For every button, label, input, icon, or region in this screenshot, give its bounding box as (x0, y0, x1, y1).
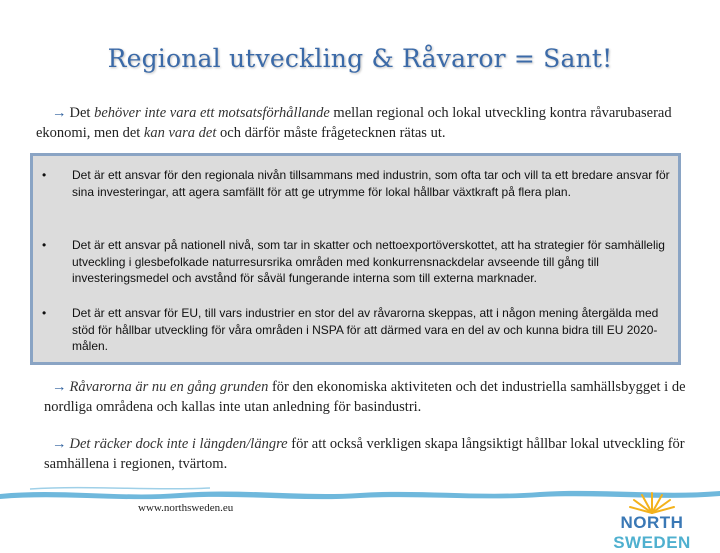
arrow-right-icon: → (52, 436, 67, 452)
north-sweden-logo (588, 487, 716, 552)
arrow-right-icon: → (52, 379, 67, 395)
bullet-text: Det är ett ansvar för EU, till vars industrier en stor del av råvarorna skeppas, att i någon mening återgälda med stöd för hållbar utveckling för våra områden i NSPA för att därmed vara en del av och kunna bidra till EU 2020-målen. (72, 306, 659, 353)
paragraph-text: för att också verkligen skapa långsiktigt hållbar lokal utveckling för samhällena i regionen, tvärtom. (44, 436, 685, 472)
paragraph-emphasis: Råvarorna är nu en gång grunden (69, 379, 269, 395)
intro-text-1: Det (69, 105, 95, 121)
intro-emphasis-2: kan vara det (143, 125, 217, 141)
logo-wordmark: NORTH SWEDEN (613, 513, 691, 552)
bullet-marker: • (42, 168, 47, 182)
intro-paragraph (36, 103, 696, 143)
page-title: Regional utveckling & Råvaror = Sant! (107, 44, 613, 73)
arrow-right-icon: → (52, 105, 67, 121)
bullet-text: Det är ett ansvar på nationell nivå, som tar in skatter och nettoexportöverskottet, att ha strategier för samhällelig utveckling i glesbefolkade naturresursrika områden med konkurrensnackdelar avseende till gång till investeringsmedel och avstånd för såväl fungerande interna som till externa marknader. (72, 238, 665, 285)
bullet-marker: • (42, 306, 47, 320)
paragraph-emphasis: Det räcker dock inte i längden/längre (69, 436, 288, 452)
paragraph-text: för den ekonomiska aktiviteten och det industriella samhällsbygget i de nordliga områdena och kallas inte utan anledning för basindustri. (44, 379, 686, 415)
paragraph-not-enough (44, 434, 694, 474)
intro-text-2: mellan regional och lokal utveckling kontra råvarubaserad ekonomi, men det (36, 105, 672, 141)
bullet-marker: • (42, 238, 47, 252)
bullet-text: Det är ett ansvar för den regionala nivån tillsammans med industrin, som ofta tar och vill ta ett bredare ansvar för sina investeringar, att agera samfällt för att ge utrymme för lokal hållbar växtkraft på flera plan. (72, 168, 670, 199)
paragraph-raw-materials (44, 377, 694, 417)
intro-emphasis-1: behöver inte vara ett motsatsförhållande (94, 105, 330, 121)
intro-text-3: och därför måste frågetecknen rätas ut. (216, 125, 446, 141)
bullet-box (30, 153, 681, 365)
logo-sun-icon (588, 487, 716, 515)
website-link[interactable]: www.northsweden.eu (138, 502, 234, 514)
